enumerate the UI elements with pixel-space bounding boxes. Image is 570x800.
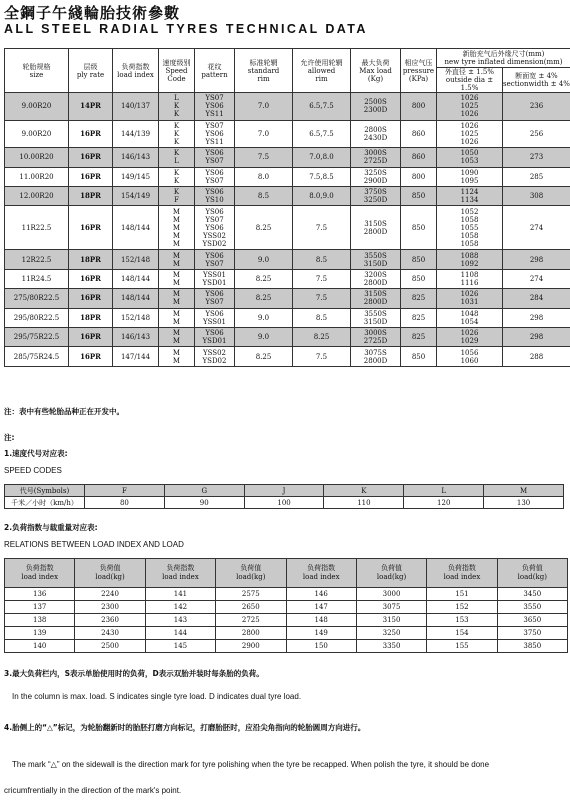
load-value-cell: 3350 xyxy=(356,640,426,653)
load-value-header: 负荷值 load(kg) xyxy=(356,559,426,588)
speed-code-cell: L K K xyxy=(159,93,195,121)
pressure-cell: 850 xyxy=(401,186,437,205)
speed-value-cell: 90 xyxy=(164,497,244,509)
load-index-header: 负荷指数 load index xyxy=(145,559,215,588)
pressure-cell: 850 xyxy=(401,347,437,366)
load-index-cell: 149/145 xyxy=(113,167,159,186)
load-index-table xyxy=(4,558,568,653)
speed-value-cell: 110 xyxy=(324,497,404,509)
load-index-cell: 140/137 xyxy=(113,93,159,121)
speed-code-cell: K K K xyxy=(159,120,195,148)
load-index-cell: 137 xyxy=(5,601,75,614)
load-index-row xyxy=(5,588,568,601)
section-width-cell: 274 xyxy=(503,269,570,288)
allowed-rim-cell: 7.0,8.0 xyxy=(293,148,351,167)
outside-dia-cell: 1090 1095 xyxy=(437,167,503,186)
header-load-index: 负荷指数 load index xyxy=(113,49,159,93)
ply-rate-cell: 16PR xyxy=(69,148,113,167)
load-index-cell: 147 xyxy=(286,601,356,614)
load-index-cell: 143 xyxy=(145,614,215,627)
pressure-cell: 860 xyxy=(401,120,437,148)
pattern-cell: YS06 YSD01 xyxy=(195,327,235,346)
section-width-cell: 256 xyxy=(503,120,570,148)
tyre-size-cell: 9.00R20 xyxy=(5,93,69,121)
pattern-cell: YS06 YSS01 xyxy=(195,308,235,327)
section-width-cell: 308 xyxy=(503,186,570,205)
ply-rate-cell: 18PR xyxy=(69,308,113,327)
load-index-cell: 148/144 xyxy=(113,289,159,308)
load-value-cell: 2900 xyxy=(216,640,286,653)
load-value-cell: 2430 xyxy=(75,627,145,640)
load-index-cell: 154 xyxy=(427,627,497,640)
load-index-cell: 148 xyxy=(286,614,356,627)
speed-code-cell: F xyxy=(85,485,165,497)
load-value-cell: 3000 xyxy=(356,588,426,601)
speed-value-cell: 80 xyxy=(85,497,165,509)
header-standard-rim: 标准轮辋 standard rim xyxy=(235,49,293,93)
outside-dia-cell: 1052 1058 1055 1058 1058 xyxy=(437,206,503,250)
section-width-cell: 285 xyxy=(503,167,570,186)
load-index-cell: 148/144 xyxy=(113,269,159,288)
load-value-cell: 3650 xyxy=(497,614,567,627)
load-value-cell: 2300 xyxy=(75,601,145,614)
outside-dia-cell: 1026 1029 xyxy=(437,327,503,346)
note4-en-line1: The mark “△” on the sidewall is the direction mark for tyre polishing when the tyre be recapped. When polish the tyre, it should be done xyxy=(12,760,490,769)
allowed-rim-cell: 7.5,8.5 xyxy=(293,167,351,186)
load-index-cell: 146/143 xyxy=(113,148,159,167)
ply-rate-cell: 18PR xyxy=(69,250,113,269)
tyre-size-cell: 11.00R20 xyxy=(5,167,69,186)
speed-code-cell: K xyxy=(324,485,404,497)
standard-rim-cell: 8.25 xyxy=(235,289,293,308)
outside-dia-cell: 1026 1025 1026 xyxy=(437,120,503,148)
speed-codes-symbol-row xyxy=(5,485,564,497)
outside-dia-cell: 1108 1116 xyxy=(437,269,503,288)
section-width-cell: 273 xyxy=(503,148,570,167)
max-load-cell: 3750S 3250D xyxy=(351,186,401,205)
speed-code-cell: M M xyxy=(159,289,195,308)
header-dimension-group: 新胎充气后外缘尺寸(mm) new tyre inflated dimension(mm) xyxy=(437,49,570,68)
allowed-rim-cell: 8.5 xyxy=(293,308,351,327)
load-value-cell: 2240 xyxy=(75,588,145,601)
tyre-row xyxy=(5,269,570,288)
note4-en-line2: cricumfrentially in the direction of the mark's point. xyxy=(4,786,182,795)
allowed-rim-cell: 7.5 xyxy=(293,347,351,366)
standard-rim-cell: 8.25 xyxy=(235,269,293,288)
outside-dia-cell: 1088 1092 xyxy=(437,250,503,269)
max-load-cell: 3000S 2725D xyxy=(351,327,401,346)
section-width-cell: 274 xyxy=(503,206,570,250)
pressure-cell: 850 xyxy=(401,206,437,250)
max-load-cell: 3550S 3150D xyxy=(351,308,401,327)
speed-code-cell: L xyxy=(404,485,484,497)
pattern-cell: YS06 YS10 xyxy=(195,186,235,205)
ply-rate-cell: 16PR xyxy=(69,206,113,250)
load-value-cell: 2725 xyxy=(216,614,286,627)
header-pressure: 相应气压 pressure (KPa) xyxy=(401,49,437,93)
pattern-cell: YS07 YS06 YS11 xyxy=(195,93,235,121)
pattern-cell: YS07 YS06 YS11 xyxy=(195,120,235,148)
load-index-cell: 145 xyxy=(145,640,215,653)
load-index-cell: 151 xyxy=(427,588,497,601)
load-index-cell: 138 xyxy=(5,614,75,627)
tyre-row xyxy=(5,327,570,346)
load-index-header: 负荷指数 load index xyxy=(427,559,497,588)
standard-rim-cell: 9.0 xyxy=(235,250,293,269)
load-index-cell: 154/149 xyxy=(113,186,159,205)
note2-en: RELATIONS BETWEEN LOAD INDEX AND LOAD xyxy=(4,540,184,549)
load-value-cell: 3150 xyxy=(356,614,426,627)
max-load-cell: 3250S 2900D xyxy=(351,167,401,186)
max-load-cell: 2800S 2430D xyxy=(351,120,401,148)
max-load-cell: 3075S 2800D xyxy=(351,347,401,366)
allowed-rim-cell: 8.0,9.0 xyxy=(293,186,351,205)
max-load-cell: 2500S 2300D xyxy=(351,93,401,121)
tyre-size-cell: 295/75R22.5 xyxy=(5,327,69,346)
outside-dia-cell: 1026 1025 1026 xyxy=(437,93,503,121)
load-index-cell: 136 xyxy=(5,588,75,601)
tyre-size-cell: 285/75R24.5 xyxy=(5,347,69,366)
tyre-row xyxy=(5,250,570,269)
note4-cn: 4.胎侧上的“△”标记，为轮胎翻新时的胎胚打磨方向标记，打磨胎胚时，应沿尖角指向的轮胎圆周方向进行。 xyxy=(4,723,366,732)
load-index-cell: 152/148 xyxy=(113,308,159,327)
speed-code-cell: M M xyxy=(159,327,195,346)
standard-rim-cell: 9.0 xyxy=(235,308,293,327)
ply-rate-cell: 16PR xyxy=(69,167,113,186)
speed-value-cell: 130 xyxy=(484,497,564,509)
max-load-cell: 3550S 3150D xyxy=(351,250,401,269)
speed-kmh-label: 千米／小时（km/h） xyxy=(5,497,85,509)
pattern-cell: YS06 YS07 xyxy=(195,289,235,308)
load-value-cell: 2800 xyxy=(216,627,286,640)
pressure-cell: 825 xyxy=(401,308,437,327)
load-index-cell: 152 xyxy=(427,601,497,614)
header-speed: 速度级别 Speed Code xyxy=(159,49,195,93)
header-size: 轮胎规格 size xyxy=(5,49,69,93)
speed-code-cell: G xyxy=(164,485,244,497)
speed-code-cell: K K xyxy=(159,167,195,186)
load-index-cell: 149 xyxy=(286,627,356,640)
load-value-cell: 3075 xyxy=(356,601,426,614)
load-value-cell: 3750 xyxy=(497,627,567,640)
allowed-rim-cell: 7.5 xyxy=(293,289,351,308)
load-value-cell: 3450 xyxy=(497,588,567,601)
load-index-cell: 148/144 xyxy=(113,206,159,250)
tyre-size-cell: 11R22.5 xyxy=(5,206,69,250)
pattern-cell: YSS01 YSD01 xyxy=(195,269,235,288)
load-value-cell: 2360 xyxy=(75,614,145,627)
max-load-cell: 3150S 2800D xyxy=(351,206,401,250)
standard-rim-cell: 8.5 xyxy=(235,186,293,205)
tyre-row xyxy=(5,289,570,308)
allowed-rim-cell: 6.5,7.5 xyxy=(293,93,351,121)
ply-rate-cell: 16PR xyxy=(69,289,113,308)
tyre-size-cell: 275/80R22.5 xyxy=(5,289,69,308)
page-title-cn: 全鋼子午綫輪胎技術參數 xyxy=(4,4,181,22)
tyre-row xyxy=(5,186,570,205)
tyre-row xyxy=(5,120,570,148)
max-load-cell: 3150S 2800D xyxy=(351,289,401,308)
load-index-cell: 139 xyxy=(5,627,75,640)
standard-rim-cell: 9.0 xyxy=(235,327,293,346)
header-allowed-rim: 允许使用轮辋 allowed rim xyxy=(293,49,351,93)
load-value-cell: 3550 xyxy=(497,601,567,614)
tyre-size-cell: 10.00R20 xyxy=(5,148,69,167)
tyre-row xyxy=(5,308,570,327)
outside-dia-cell: 1026 1031 xyxy=(437,289,503,308)
load-index-cell: 146 xyxy=(286,588,356,601)
header-pattern: 花纹 pattern xyxy=(195,49,235,93)
page-title-en: ALL STEEL RADIAL TYRES TECHNICAL DATA xyxy=(4,22,368,36)
max-load-cell: 3000S 2725D xyxy=(351,148,401,167)
load-index-cell: 141 xyxy=(145,588,215,601)
load-value-header: 负荷值 load(kg) xyxy=(497,559,567,588)
speed-code-cell: J xyxy=(244,485,324,497)
header-outside-dia: 外直径 ± 1.5% outside dia ± 1.5% xyxy=(437,68,503,93)
section-width-cell: 284 xyxy=(503,289,570,308)
note1-cn: 1.速度代号对应表: xyxy=(4,449,68,458)
speed-code-cell: M M xyxy=(159,269,195,288)
tyre-size-cell: 295/80R22.5 xyxy=(5,308,69,327)
load-index-cell: 147/144 xyxy=(113,347,159,366)
load-value-header: 负荷值 load(kg) xyxy=(216,559,286,588)
load-index-header: 负荷指数 load index xyxy=(5,559,75,588)
tyre-size-cell: 9.00R20 xyxy=(5,120,69,148)
speed-code-cell: K F xyxy=(159,186,195,205)
standard-rim-cell: 7.5 xyxy=(235,148,293,167)
load-value-cell: 2500 xyxy=(75,640,145,653)
load-index-cell: 155 xyxy=(427,640,497,653)
standard-rim-cell: 8.25 xyxy=(235,206,293,250)
load-value-cell: 2575 xyxy=(216,588,286,601)
load-index-cell: 150 xyxy=(286,640,356,653)
tyre-row xyxy=(5,93,570,121)
load-index-cell: 144/139 xyxy=(113,120,159,148)
pattern-cell: YSS02 YSD02 xyxy=(195,347,235,366)
pressure-cell: 800 xyxy=(401,93,437,121)
tyre-row xyxy=(5,206,570,250)
pressure-cell: 825 xyxy=(401,289,437,308)
allowed-rim-cell: 6.5,7.5 xyxy=(293,120,351,148)
load-index-row xyxy=(5,601,568,614)
speed-code-cell: M M xyxy=(159,347,195,366)
speed-code-cell: M M xyxy=(159,308,195,327)
ply-rate-cell: 14PR xyxy=(69,93,113,121)
load-index-row xyxy=(5,627,568,640)
speed-code-cell: K L xyxy=(159,148,195,167)
outside-dia-cell: 1056 1060 xyxy=(437,347,503,366)
outside-dia-cell: 1050 1053 xyxy=(437,148,503,167)
tyre-row xyxy=(5,347,570,366)
outside-dia-cell: 1048 1054 xyxy=(437,308,503,327)
pattern-cell: YS06 YS07 xyxy=(195,148,235,167)
note2-cn: 2.负荷指数与载重量对应表: xyxy=(4,523,98,532)
notes-heading: 注: xyxy=(4,433,15,442)
max-load-cell: 3200S 2800D xyxy=(351,269,401,288)
speed-code-cell: M M xyxy=(159,250,195,269)
pressure-cell: 850 xyxy=(401,269,437,288)
section-width-cell: 236 xyxy=(503,93,570,121)
load-index-cell: 153 xyxy=(427,614,497,627)
header-ply: 层级 ply rate xyxy=(69,49,113,93)
load-index-row xyxy=(5,640,568,653)
pressure-cell: 800 xyxy=(401,167,437,186)
load-value-cell: 2650 xyxy=(216,601,286,614)
pattern-cell: YS06 YS07 YS06 YSS02 YSD02 xyxy=(195,206,235,250)
load-index-cell: 146/143 xyxy=(113,327,159,346)
outside-dia-cell: 1124 1134 xyxy=(437,186,503,205)
pressure-cell: 860 xyxy=(401,148,437,167)
standard-rim-cell: 7.0 xyxy=(235,93,293,121)
allowed-rim-cell: 8.25 xyxy=(293,327,351,346)
speed-value-cell: 100 xyxy=(244,497,324,509)
note1-en: SPEED CODES xyxy=(4,466,62,475)
standard-rim-cell: 8.0 xyxy=(235,167,293,186)
pressure-cell: 850 xyxy=(401,250,437,269)
pressure-cell: 825 xyxy=(401,327,437,346)
load-index-cell: 144 xyxy=(145,627,215,640)
pattern-cell: YS06 YS07 xyxy=(195,250,235,269)
ply-rate-cell: 16PR xyxy=(69,347,113,366)
section-width-cell: 298 xyxy=(503,250,570,269)
tyre-specs-table xyxy=(4,48,570,367)
section-width-cell: 298 xyxy=(503,327,570,346)
tyre-size-cell: 11R24.5 xyxy=(5,269,69,288)
speed-codes-table xyxy=(4,484,564,509)
load-index-header: 负荷指数 load index xyxy=(286,559,356,588)
speed-codes-kmh-row xyxy=(5,497,564,509)
header-section-width: 断面宽 ± 4% sectionwidth ± 4% xyxy=(503,68,570,93)
standard-rim-cell: 7.0 xyxy=(235,120,293,148)
footnote-main: 注：表中有些轮胎品种正在开发中。 xyxy=(4,407,124,416)
load-value-cell: 3850 xyxy=(497,640,567,653)
ply-rate-cell: 16PR xyxy=(69,269,113,288)
tyre-size-cell: 12R22.5 xyxy=(5,250,69,269)
load-index-cell: 152/148 xyxy=(113,250,159,269)
tyre-row xyxy=(5,148,570,167)
load-index-row xyxy=(5,614,568,627)
speed-code-cell: M xyxy=(484,485,564,497)
pattern-cell: YS06 YS07 xyxy=(195,167,235,186)
tyre-size-cell: 12.00R20 xyxy=(5,186,69,205)
allowed-rim-cell: 8.5 xyxy=(293,250,351,269)
section-width-cell: 288 xyxy=(503,347,570,366)
tyre-row xyxy=(5,167,570,186)
header-max-load: 最大负荷 Max load (Kg) xyxy=(351,49,401,93)
section-width-cell: 298 xyxy=(503,308,570,327)
load-index-cell: 140 xyxy=(5,640,75,653)
load-index-cell: 142 xyxy=(145,601,215,614)
speed-code-cell: M M M M M xyxy=(159,206,195,250)
ply-rate-cell: 16PR xyxy=(69,120,113,148)
load-value-header: 负荷值 load(kg) xyxy=(75,559,145,588)
speed-value-cell: 120 xyxy=(404,497,484,509)
allowed-rim-cell: 7.5 xyxy=(293,269,351,288)
allowed-rim-cell: 7.5 xyxy=(293,206,351,250)
ply-rate-cell: 18PR xyxy=(69,186,113,205)
note3-en: In the column is max. load. S indicates single tyre load. D indicates dual tyre load. xyxy=(12,692,302,701)
note3-cn: 3.最大负荷栏内，S表示单胎使用时的负荷，D表示双胎并装时每条胎的负荷。 xyxy=(4,669,264,678)
ply-rate-cell: 16PR xyxy=(69,327,113,346)
standard-rim-cell: 8.25 xyxy=(235,347,293,366)
speed-symbol-label: 代号(Symbols) xyxy=(5,485,85,497)
load-value-cell: 3250 xyxy=(356,627,426,640)
